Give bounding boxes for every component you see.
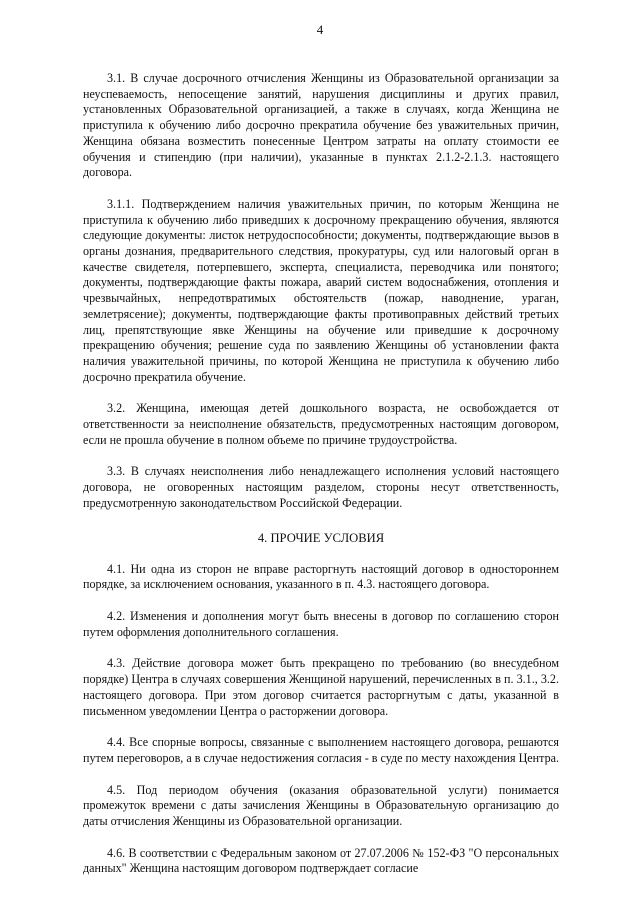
clause-4-4: 4.4. Все спорные вопросы, связанные с выполнением настоящего договора, решаются путем переговоров, а в случае недостижения согласия - в суде по месту нахождения Центра. [83, 735, 560, 765]
section-heading: 4. ПРОЧИЕ УСЛОВИЯ [257, 530, 385, 545]
clause-3-1-1: 3.1.1. Подтверждением наличия уважительных причин, по которым Женщина не приступила к обучению либо приведших к досрочному прекращению обучения, являются следующие документы: листок нетрудоспособности; документы, подтверждающие вызов в органы дознания, предварительного следствия, прокуратуры, суд или налоговый орган в качестве свидетеля, потерпевшего, эксперта, специалиста, переводчика или понятого; документы, подтверждающие факты пожара, аварий систем водоснабжения, отопления и чрезвычайных, непредотвратимых обстоятельств (пожар, наводнение, ураган, землетрясение); документы, подтверждающие факты противоправных действий третьих лиц, препятствующие явке Женщины на обучение или приведшие к досрочному прекращению обучения; решение суда по заявлению Женщины об установлении факта наличия уважительной причины, по которой Женщина не приступила к обучению либо досрочно прекратила обучение. [83, 196, 559, 384]
clause-4-6: 4.6. В соответствии с Федеральным законом от 27.07.2006 № 152-ФЗ "О персональных данных" Женщина настоящим договором подтверждает согласие [83, 845, 559, 876]
page-number: 4 [316, 22, 324, 37]
clause-3-2: 3.2. Женщина, имеющая детей дошкольного возраста, не освобождается от ответственности за неисполнение обязательств, предусмотренных настоящим договором, если не прошла обучение в полном объеме по причине трудоустройства. [83, 401, 559, 447]
clause-4-3: 4.3. Действие договора может быть прекращено по требованию (во внесудебном порядке) Центра в случаях совершения Женщиной нарушений, перечисленных в п. 3.1., 3.2. настоящего договора. При этом договор считается расторгнутым с даты, указанной в письменном уведомлении Центра о расторжении договора. [83, 656, 559, 718]
clause-4-2: 4.2. Изменения и дополнения могут быть внесены в договор по соглашению сторон путем оформления дополнительного соглашения. [83, 608, 559, 639]
clause-3-3: 3.3. В случаях неисполнения либо ненадлежащего исполнения условий настоящего договора, не оговоренных настоящим разделом, стороны несут ответственность, предусмотренную законодательством Российской Федерации. [83, 464, 559, 510]
document-body [83, 71, 559, 877]
clause-4-5: 4.5. Под периодом обучения (оказания образовательной услуги) понимается промежуток времени с даты зачисления Женщины в Образовательную организацию до даты отчисления Женщины из Образовательной организации. [83, 782, 559, 829]
clause-3-1: 3.1. В случае досрочного отчисления Женщины из Образовательной организации за неуспеваемость, непосещение занятий, нарушения дисциплины и других правил, установленных Образовательной организацией, а также в случаях, когда Женщина не приступила к обучению либо досрочно прекратила обучение без уважительных причин, Женщина обязана возместить понесенные Центром затраты на оплату стоимости ее обучения и стипендию (при наличии), указанные в пунктах 2.1.2-2.1.3. настоящего договора. [83, 71, 559, 180]
clause-4-1: 4.1. Ни одна из сторон не вправе расторгнуть настоящий договор в одностороннем порядке, за исключением основания, указанного в п. 4.3. настоящего договора. [83, 561, 559, 592]
